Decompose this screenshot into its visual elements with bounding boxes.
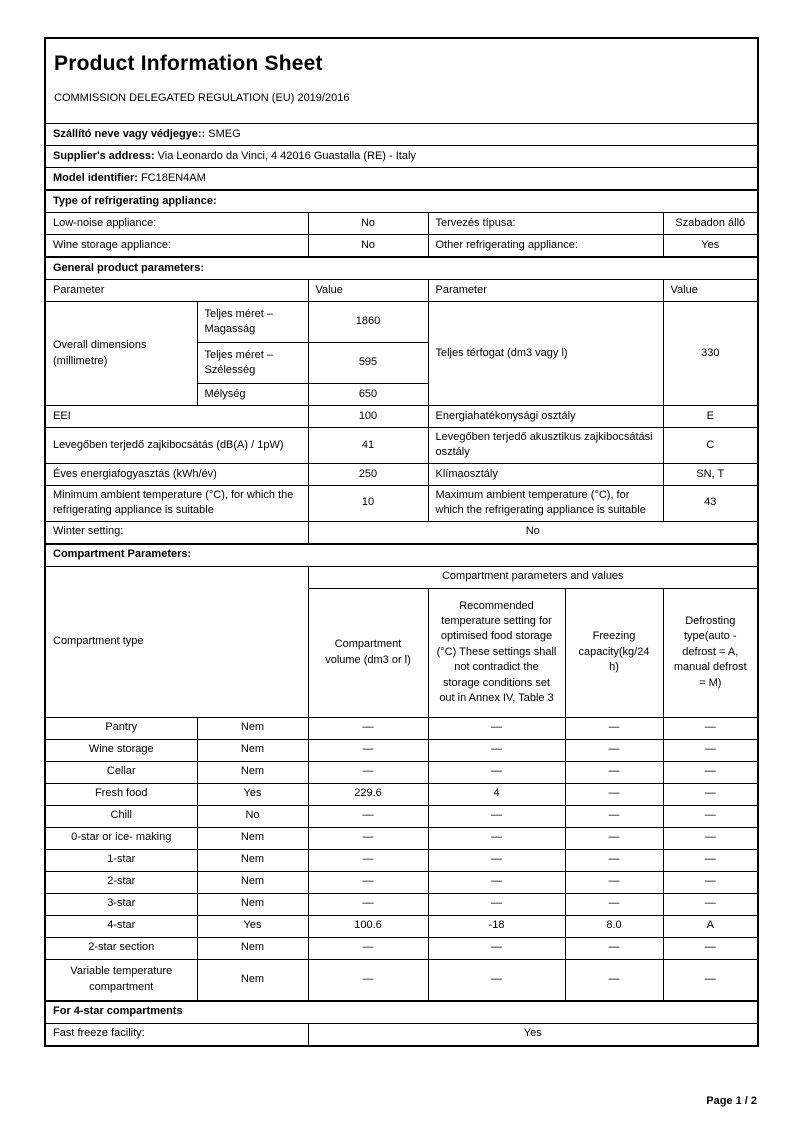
dimension-width-value: 595 (308, 343, 428, 384)
compartment-type: Wine storage (45, 739, 197, 761)
compartment-defrost: — (663, 827, 758, 849)
table-row (45, 428, 758, 464)
compartment-present: No (197, 805, 308, 827)
param-label: Minimum ambient temperature (°C), for which the refrigerating appliance is suitable (45, 485, 308, 521)
compartment-type: Fresh food (45, 783, 197, 805)
compartment-temp: -18 (428, 915, 565, 937)
compartment-temp: — (428, 827, 565, 849)
dimension-depth-label: Mélység (197, 384, 308, 406)
compartment-defrost: — (663, 893, 758, 915)
compartment-freezing: — (565, 893, 663, 915)
table-row (45, 406, 758, 428)
dimension-height-value: 1860 (308, 302, 428, 343)
compartment-present: Nem (197, 849, 308, 871)
compartment-type: 1-star (45, 849, 197, 871)
column-header: Parameter (45, 280, 308, 302)
compartment-type: 2-star section (45, 937, 197, 959)
param-label: Energiahatékonysági osztály (428, 406, 663, 428)
compartment-defrost: — (663, 871, 758, 893)
compartment-volume: — (308, 739, 428, 761)
compartment-defrost: — (663, 937, 758, 959)
supplier-name-value: SMEG (208, 127, 241, 140)
model-identifier-value: FC18EN4AM (140, 171, 206, 184)
compartment-volume: — (308, 805, 428, 827)
compartment-type: 0-star or ice- making (45, 827, 197, 849)
compartment-defrost: A (663, 915, 758, 937)
param-label: Levegőben terjedő zajkibocsátás (dB(A) / 1pW) (45, 428, 308, 464)
table-row (45, 463, 758, 485)
table-row (45, 717, 758, 739)
param-value: 43 (663, 485, 758, 521)
compartment-freezing: — (565, 761, 663, 783)
compartment-temp: — (428, 717, 565, 739)
supplier-address-value: Via Leonardo da Vinci, 4 42016 Guastalla (RE) - Italy (157, 149, 416, 162)
table-row (45, 485, 758, 521)
winter-setting-value: No (308, 521, 758, 544)
compartment-type: Cellar (45, 761, 197, 783)
supplier-name-cell (45, 124, 758, 146)
compartment-present: Nem (197, 761, 308, 783)
compartment-freezing: 8.0 (565, 915, 663, 937)
compartment-group-header-row (45, 566, 758, 588)
compartment-volume: — (308, 893, 428, 915)
compartment-defrost: — (663, 761, 758, 783)
param-label: Wine storage appliance: (45, 235, 308, 258)
supplier-name-label: Szállító neve vagy védjegye:: (53, 127, 206, 140)
supplier-address-label: Supplier's address: (53, 149, 155, 162)
param-label: Levegőben terjedő akusztikus zajkibocsátási osztály (428, 428, 663, 464)
product-info-table (44, 37, 759, 1047)
table-row (45, 849, 758, 871)
supplier-address-row (45, 146, 758, 168)
compartment-defrost: — (663, 783, 758, 805)
table-row (45, 235, 758, 258)
compartment-temp: — (428, 871, 565, 893)
compartment-type: Chill (45, 805, 197, 827)
param-value: 100 (308, 406, 428, 428)
compartment-present: Nem (197, 871, 308, 893)
compartment-temp: — (428, 893, 565, 915)
compartment-volume: — (308, 717, 428, 739)
compartment-group-header: Compartment parameters and values (308, 566, 758, 588)
compartment-freezing: — (565, 717, 663, 739)
param-label: Éves energiafogyasztás (kWh/év) (45, 463, 308, 485)
param-label: Other refrigerating appliance: (428, 235, 663, 258)
param-value: 10 (308, 485, 428, 521)
compartment-freezing: — (565, 827, 663, 849)
table-row (45, 761, 758, 783)
compartment-freezing: — (565, 871, 663, 893)
compartment-section-heading-row (45, 544, 758, 567)
param-value: 41 (308, 428, 428, 464)
column-header: Value (308, 280, 428, 302)
four-star-heading: For 4-star compartments (45, 1001, 758, 1024)
compartment-freezing: — (565, 805, 663, 827)
compartment-present: Nem (197, 717, 308, 739)
model-identifier-cell (45, 168, 758, 191)
dimension-height-label: Teljes méret – Magasság (197, 302, 308, 343)
table-row (45, 213, 758, 235)
compartment-type: 3-star (45, 893, 197, 915)
compartment-volume: — (308, 849, 428, 871)
total-volume-label: Teljes térfogat (dm3 vagy l) (428, 302, 663, 406)
compartment-present: Nem (197, 739, 308, 761)
param-label: Maximum ambient temperature (°C), for which the refrigerating appliance is suitable (428, 485, 663, 521)
table-row (45, 739, 758, 761)
compartment-type: Variable temperature compartment (45, 959, 197, 1001)
compartment-temp: — (428, 937, 565, 959)
model-identifier-label: Model identifier: (53, 171, 138, 184)
compartment-freezing: — (565, 937, 663, 959)
compartment-present: Nem (197, 827, 308, 849)
compartment-present: Nem (197, 937, 308, 959)
column-header: Defrosting type(auto - defrost = A, manual defrost = M) (663, 588, 758, 717)
product-information-sheet (44, 37, 757, 1047)
param-label: EEI (45, 406, 308, 428)
table-row (45, 959, 758, 1001)
compartment-temp: — (428, 739, 565, 761)
param-value: Yes (663, 235, 758, 258)
compartment-temp: — (428, 761, 565, 783)
column-header: Parameter (428, 280, 663, 302)
model-identifier-row (45, 168, 758, 191)
fast-freeze-label: Fast freeze facility: (45, 1023, 308, 1046)
param-value: E (663, 406, 758, 428)
compartment-volume: — (308, 959, 428, 1001)
table-row (45, 805, 758, 827)
compartment-defrost: — (663, 959, 758, 1001)
regulation-subtitle: COMMISSION DELEGATED REGULATION (EU) 2019/2016 (54, 92, 350, 105)
compartment-volume: 100.6 (308, 915, 428, 937)
winter-setting-row (45, 521, 758, 544)
compartment-defrost: — (663, 739, 758, 761)
compartment-freezing: — (565, 849, 663, 871)
fast-freeze-value: Yes (308, 1023, 758, 1046)
param-value: No (308, 235, 428, 258)
dimension-depth-value: 650 (308, 384, 428, 406)
four-star-heading-row (45, 1001, 758, 1024)
supplier-address-cell (45, 146, 758, 168)
compartment-type: Pantry (45, 717, 197, 739)
compartment-type: 2-star (45, 871, 197, 893)
column-header: Compartment volume (dm3 or l) (308, 588, 428, 717)
table-row (45, 871, 758, 893)
compartment-volume: 229.6 (308, 783, 428, 805)
total-volume-value: 330 (663, 302, 758, 406)
general-section-heading-row (45, 257, 758, 280)
supplier-name-row (45, 124, 758, 146)
compartment-volume: — (308, 871, 428, 893)
type-section-heading-row (45, 190, 758, 213)
page-number: Page 1 / 2 (706, 1095, 757, 1107)
compartment-freezing: — (565, 739, 663, 761)
table-row (45, 783, 758, 805)
compartment-volume: — (308, 761, 428, 783)
dimensions-height-row (45, 302, 758, 343)
dimensions-label: Overall dimensions (millimetre) (45, 302, 197, 406)
compartment-freezing: — (565, 959, 663, 1001)
table-row (45, 827, 758, 849)
compartment-defrost: — (663, 717, 758, 739)
page-title: Product Information Sheet (54, 52, 323, 75)
compartment-temp: 4 (428, 783, 565, 805)
general-columns-header-row (45, 280, 758, 302)
compartment-defrost: — (663, 849, 758, 871)
title-block (45, 38, 758, 124)
compartment-type: 4-star (45, 915, 197, 937)
compartment-section-heading: Compartment Parameters: (45, 544, 758, 567)
title-cell (45, 38, 758, 124)
compartment-volume: — (308, 827, 428, 849)
column-header: Value (663, 280, 758, 302)
column-header: Recommended temperature setting for optimised food storage (°C) These settings shall not contradict the storage conditions set out in Annex IV, Table 3 (428, 588, 565, 717)
param-value: SN, T (663, 463, 758, 485)
param-value: C (663, 428, 758, 464)
table-row (45, 893, 758, 915)
compartment-temp: — (428, 805, 565, 827)
dimension-width-label: Teljes méret – Szélesség (197, 343, 308, 384)
param-label: Low-noise appliance: (45, 213, 308, 235)
type-section-heading: Type of refrigerating appliance: (45, 190, 758, 213)
compartment-type-header: Compartment type (45, 566, 308, 717)
compartment-freezing: — (565, 783, 663, 805)
param-value: 250 (308, 463, 428, 485)
compartment-present: Yes (197, 783, 308, 805)
compartment-temp: — (428, 959, 565, 1001)
compartment-defrost: — (663, 805, 758, 827)
table-row (45, 937, 758, 959)
table-row (45, 915, 758, 937)
compartment-present: Nem (197, 959, 308, 1001)
compartment-present: Yes (197, 915, 308, 937)
param-value: Szabadon álló (663, 213, 758, 235)
param-value: No (308, 213, 428, 235)
fast-freeze-row (45, 1023, 758, 1046)
winter-setting-label: Winter setting: (45, 521, 308, 544)
general-section-heading: General product parameters: (45, 257, 758, 280)
compartment-temp: — (428, 849, 565, 871)
compartment-volume: — (308, 937, 428, 959)
param-label: Klímaosztály (428, 463, 663, 485)
column-header: Freezing capacity(kg/24 h) (565, 588, 663, 717)
compartment-present: Nem (197, 893, 308, 915)
param-label: Tervezés típusa: (428, 213, 663, 235)
